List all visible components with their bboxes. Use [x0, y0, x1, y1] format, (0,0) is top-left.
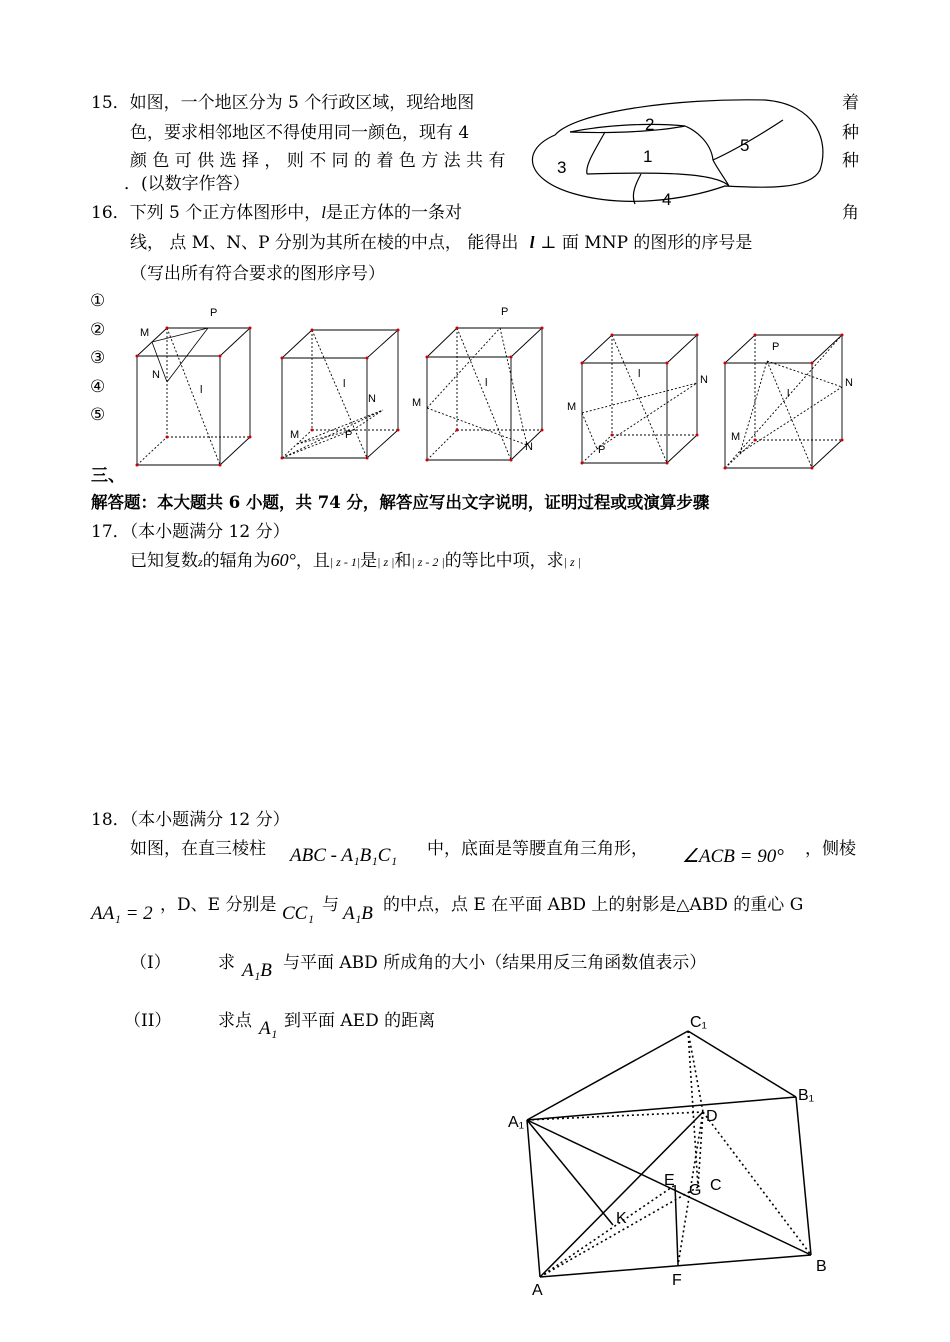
q17-title: 17．（本小题满分 12 分） [91, 522, 290, 542]
cube3-label-N: N [525, 441, 533, 453]
point-E: E [664, 1172, 675, 1189]
q17-text-c: ，且 [295, 551, 330, 571]
cube2-label-M: M [290, 429, 300, 441]
cube-figure-5 [715, 325, 865, 470]
cube5-label-M: M [731, 431, 741, 443]
q16-right: 角 [842, 203, 859, 223]
q17-abs1: | z - 1| [329, 555, 361, 569]
q16-line-2 [130, 228, 752, 253]
cube4-label-l: l [638, 368, 641, 380]
q18-line-1a: 如图，在直三棱柱 [130, 839, 266, 859]
cube1-label-N: N [152, 369, 160, 381]
prism-figure [500, 1005, 850, 1300]
q15-line-4: ．(以数字作答） [124, 174, 250, 194]
cube-figure-3 [410, 300, 550, 465]
point-F: F [672, 1272, 682, 1289]
q15-line-3: 颜 色 可 供 选 择 ， 则 不 同 的 着 色 方 法 共 有 [130, 151, 506, 171]
q17-text-d: 是 [360, 551, 378, 571]
cube4-label-M: M [567, 401, 577, 413]
cube4-label-P: P [598, 444, 606, 456]
q18-cc1: CC₁ [282, 903, 314, 924]
q17-abs4: | z | [563, 555, 581, 569]
option-2: ② [90, 319, 106, 340]
cube1-label-P: P [210, 307, 218, 319]
cube5-label-N: N [845, 377, 853, 389]
q16-text-1: 16．下列 5 个正方体图形中， [91, 203, 322, 223]
cube-figure-4 [560, 325, 720, 465]
cube3-label-l: l [485, 377, 488, 389]
q17-body [130, 546, 581, 571]
q18-line-2b: 与 [322, 895, 339, 915]
q16-line-1 [91, 198, 462, 223]
q18-prism: ABC - A₁B₁C₁ [290, 845, 398, 866]
option-1: ① [90, 291, 106, 311]
q16-perp: ⊥ [540, 233, 557, 253]
cube4-label-N: N [700, 374, 708, 386]
region-4: 4 [662, 190, 672, 209]
q18-part1-a1b: A₁B [242, 960, 272, 981]
q18-part2-a: 求点 [218, 1011, 252, 1031]
q17-angle: 60° [270, 550, 296, 570]
point-B1: B₁ [798, 1087, 815, 1104]
cube-figure-2 [275, 320, 405, 465]
cube3-label-M: M [412, 397, 422, 409]
q17-text-f: 的等比中项，求 [444, 551, 564, 571]
point-C: C [710, 1177, 722, 1194]
region-5: 5 [740, 136, 750, 155]
cube3-label-P: P [501, 306, 509, 318]
q18-part1-b: 与平面 ABD 所成角的大小（结果用反三角函数值表示） [283, 953, 707, 973]
q16-options [90, 287, 105, 430]
q17-text-e: 和 [394, 551, 412, 571]
q15-right-2: 种 [842, 123, 859, 143]
q18-line-1c: ，侧棱 [805, 839, 856, 859]
point-G: G [689, 1182, 702, 1199]
option-3: ③ [90, 348, 106, 368]
q18-part2-label: （II） [124, 1011, 172, 1031]
cube-figure-1 [130, 300, 260, 470]
cube1-label-M: M [140, 327, 150, 339]
q18-part2-b: 到平面 AED 的距离 [284, 1011, 436, 1031]
q18-title: 18．（本小题满分 12 分） [91, 810, 290, 830]
point-A1: A₁ [508, 1114, 525, 1131]
cube2-label-l: l [343, 378, 346, 390]
q16-text-1b: 是正方体的一条对 [326, 203, 462, 223]
q18-line-2c: 的中点，点 E 在平面 ABD 上的射影是△ABD 的重心 G [383, 895, 804, 915]
q15-line-2: 色，要求相邻地区不得使用同一颜色，现有 4 [130, 123, 470, 143]
q18-aa1: AA₁ = 2 [91, 903, 153, 924]
q15-right-1: 着 [842, 93, 859, 113]
q17-abs2: | z | [377, 555, 395, 569]
region-1: 1 [643, 147, 653, 166]
option-5: ⑤ [90, 405, 106, 425]
q16-l-1: l [321, 203, 326, 222]
q17-abs3: | z - 2 | [411, 555, 445, 569]
q18-line-2a: ，D、E 分别是 [160, 895, 277, 915]
cube1-label-l: l [200, 384, 203, 396]
section-3-text: 解答题：本大题共 6 小题，共 74 分，解答应写出文字说明，证明过程或或演算步骤 [91, 493, 710, 512]
cube5-label-l: l [787, 388, 790, 400]
q18-part1-a: 求 [218, 953, 235, 973]
q15-right-3: 种 [842, 151, 859, 171]
cube2-label-P: P [345, 429, 353, 441]
point-A: A [532, 1282, 543, 1299]
q18-part1-label: （I） [130, 953, 171, 973]
q15-line-1: 15．如图，一个地区分为 5 个行政区域，现给地图 [91, 93, 475, 113]
region-map [515, 90, 830, 215]
q18-angle: ∠ACB = 90° [682, 846, 784, 867]
point-C1: C₁ [690, 1014, 707, 1031]
q17-text-b: 的辐角为 [202, 551, 271, 571]
option-4: ④ [90, 376, 106, 397]
q16-line-3: （写出所有符合要求的图形序号） [130, 264, 385, 284]
point-D: D [706, 1108, 718, 1125]
cube5-label-P: P [772, 341, 780, 353]
q16-text-2a: 线， 点 M、N、P 分别为其所在棱的中点， 能得出 [130, 233, 519, 253]
region-3: 3 [557, 158, 567, 177]
point-K: K [616, 1210, 627, 1227]
q16-l-2: l [529, 233, 535, 252]
q18-line-1b: 中，底面是等腰直角三角形， [427, 839, 648, 859]
point-B: B [816, 1258, 827, 1275]
q17-text-a: 已知复数 [130, 551, 198, 571]
q18-a1b: A₁B [343, 903, 373, 924]
region-2: 2 [645, 115, 655, 134]
cube2-label-N: N [368, 393, 376, 405]
section-3-heading: 三、 [91, 466, 125, 486]
q16-text-2b: 面 MNP 的图形的序号是 [561, 233, 753, 253]
q17-z: z [198, 555, 203, 569]
q18-part2-a1: A₁ [259, 1018, 278, 1039]
